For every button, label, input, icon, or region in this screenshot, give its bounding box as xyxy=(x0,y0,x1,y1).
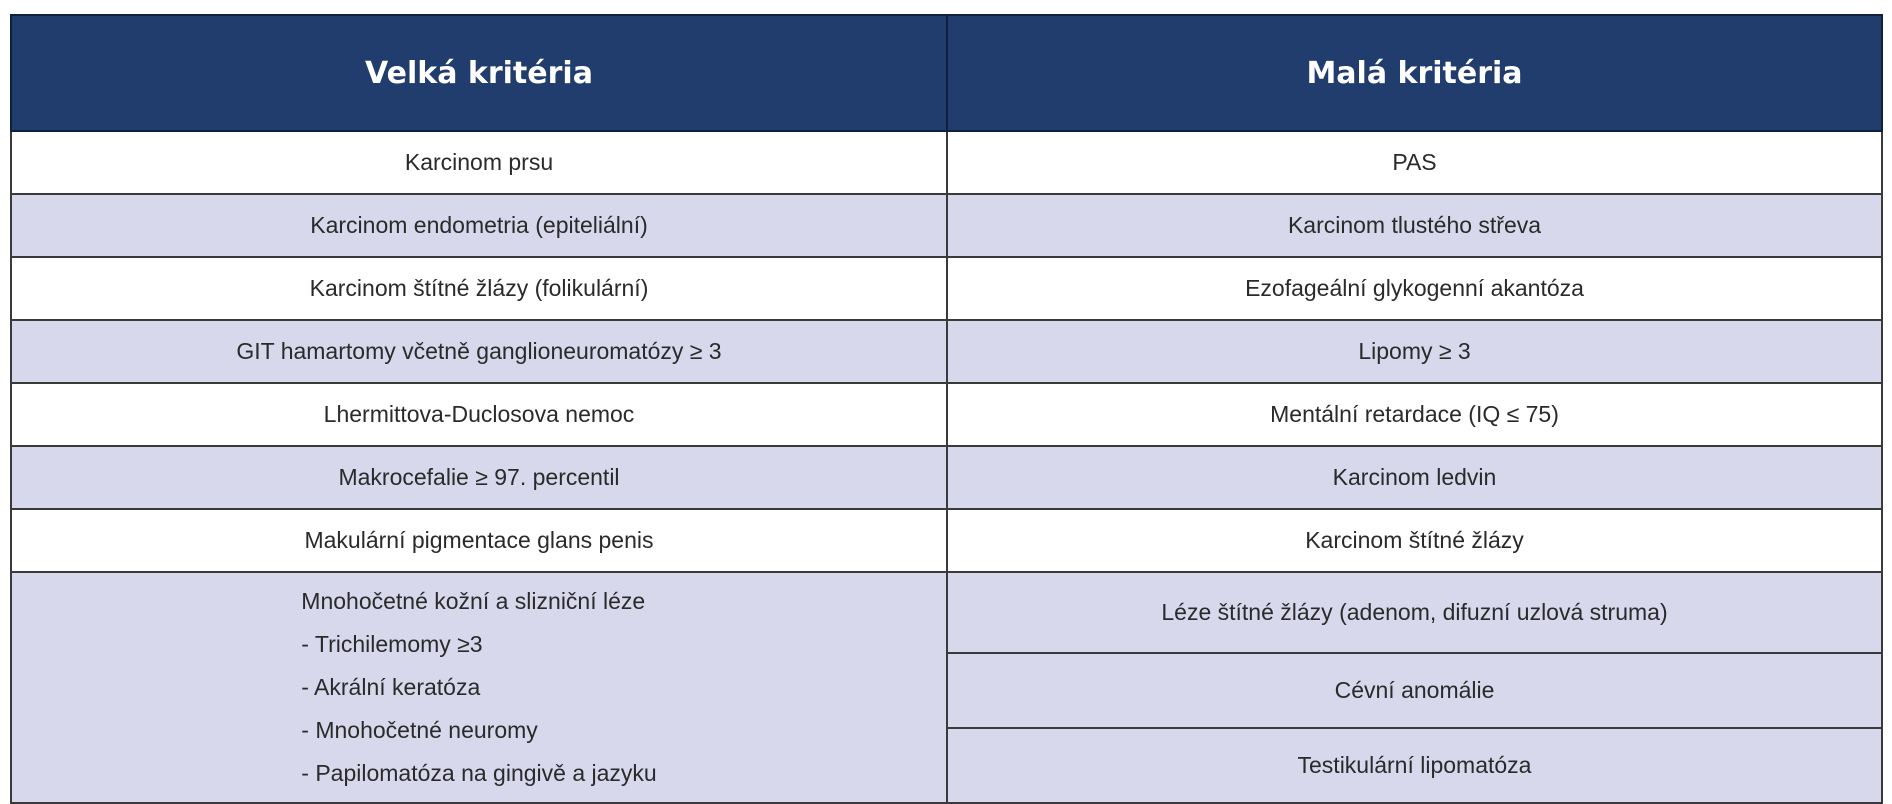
minor-criterion-cell: Karcinom štítné žlázy xyxy=(947,509,1882,572)
major-criterion-cell: Lhermittova-Duclosova nemoc xyxy=(11,383,947,446)
header-row xyxy=(11,15,1882,131)
minor-criterion-cell: Testikulární lipomatóza xyxy=(947,728,1882,803)
table-row xyxy=(11,446,1882,509)
major-criterion-cell: Karcinom prsu xyxy=(11,131,947,194)
list-item: - Mnohočetné neuromy xyxy=(301,717,538,743)
table-row xyxy=(11,509,1882,572)
major-criterion-cell: GIT hamartomy včetně ganglioneuromatózy ≥ 3 xyxy=(11,320,947,383)
minor-criterion-cell: PAS xyxy=(947,131,1882,194)
minor-criterion-cell: Lipomy ≥ 3 xyxy=(947,320,1882,383)
table-row xyxy=(11,572,1882,653)
list-item: - Trichilemomy ≥3 xyxy=(301,631,483,657)
criteria-table-wrapper xyxy=(10,14,1881,792)
skin-lesions-list xyxy=(301,580,656,795)
minor-criterion-cell: Karcinom tlustého střeva xyxy=(947,194,1882,257)
criteria-table xyxy=(10,14,1883,804)
minor-criterion-cell: Karcinom ledvin xyxy=(947,446,1882,509)
major-criterion-multiline-cell xyxy=(11,572,947,803)
minor-criterion-cell: Cévní anomálie xyxy=(947,653,1882,728)
major-criterion-cell: Makrocefalie ≥ 97. percentil xyxy=(11,446,947,509)
major-criterion-cell: Karcinom endometria (epiteliální) xyxy=(11,194,947,257)
list-item: Mnohočetné kožní a slizniční léze xyxy=(301,588,646,614)
list-item: - Akrální keratóza xyxy=(301,674,481,700)
table-row xyxy=(11,320,1882,383)
table-row xyxy=(11,131,1882,194)
minor-criterion-cell: Ezofageální glykogenní akantóza xyxy=(947,257,1882,320)
header-major-criteria: Velká kritéria xyxy=(11,15,947,131)
table-row xyxy=(11,257,1882,320)
table-row xyxy=(11,383,1882,446)
major-criterion-cell: Makulární pigmentace glans penis xyxy=(11,509,947,572)
major-criterion-cell: Karcinom štítné žlázy (folikulární) xyxy=(11,257,947,320)
table-row xyxy=(11,194,1882,257)
header-minor-criteria: Malá kritéria xyxy=(947,15,1882,131)
minor-criterion-cell: Léze štítné žlázy (adenom, difuzní uzlová struma) xyxy=(947,572,1882,653)
list-item: - Papilomatóza na gingivě a jazyku xyxy=(301,760,657,786)
minor-criterion-cell: Mentální retardace (IQ ≤ 75) xyxy=(947,383,1882,446)
